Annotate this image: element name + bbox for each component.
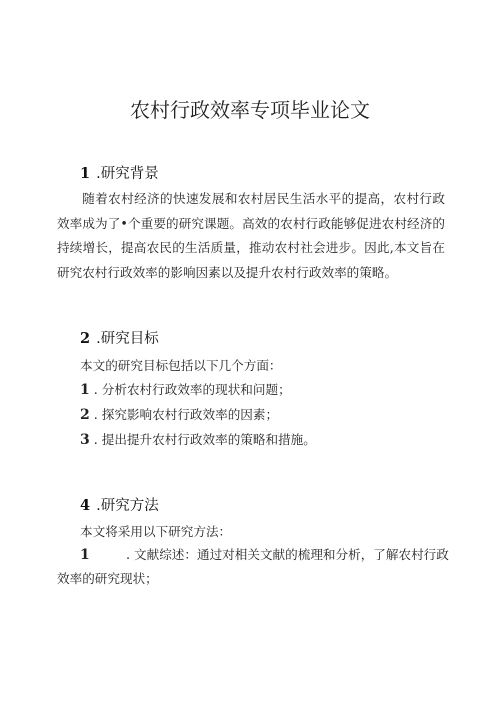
objectives-intro: 本文的研究目标包括以下几个方面： (80, 358, 282, 373)
item-number: 1 (80, 382, 90, 398)
section-heading-background (80, 162, 159, 183)
methods-intro: 本文将采用以下研究方法： (80, 524, 232, 539)
objective-item-3 (80, 429, 316, 448)
item-text: . 提出提升农村行政效率的策略和措施。 (93, 432, 316, 447)
objective-item-2 (80, 404, 278, 423)
section-title: .研究方法 (96, 498, 159, 514)
item-text: . 分析农村行政效率的现状和问题； (93, 382, 291, 397)
item-text: . 文献综述：通过对相关文献的梳理和分析，了解农村行政效率的研究现状； (57, 547, 449, 586)
item-number: 1 (80, 547, 90, 563)
section-number: 1 (80, 165, 91, 182)
document-title: 农村行政效率专项毕业论文 (130, 98, 370, 122)
item-number: 3 (80, 432, 90, 448)
section-heading-objectives (80, 327, 159, 348)
section-title: .研究目标 (96, 331, 159, 347)
item-number: 2 (80, 407, 90, 423)
section-heading-methods (80, 494, 159, 515)
method-item-1 (57, 543, 457, 591)
item-text: . 探究影响农村行政效率的因素； (93, 407, 279, 422)
objective-item-1 (80, 379, 291, 398)
section-number: 4 (80, 497, 91, 514)
section-title: .研究背景 (96, 166, 159, 182)
background-paragraph: 随着农村经济的快速发展和农村居民生活水平的提高，农村行政效率成为了•个重要的研究课题。高效的农村行政能够促进农村经济的持续增长，提高农民的生活质量，推动农村社会进步。因此,本文旨在研究农村行政效率的影响因素以及提升农村行政效率的策略。 (57, 191, 445, 280)
section-number: 2 (80, 330, 91, 347)
